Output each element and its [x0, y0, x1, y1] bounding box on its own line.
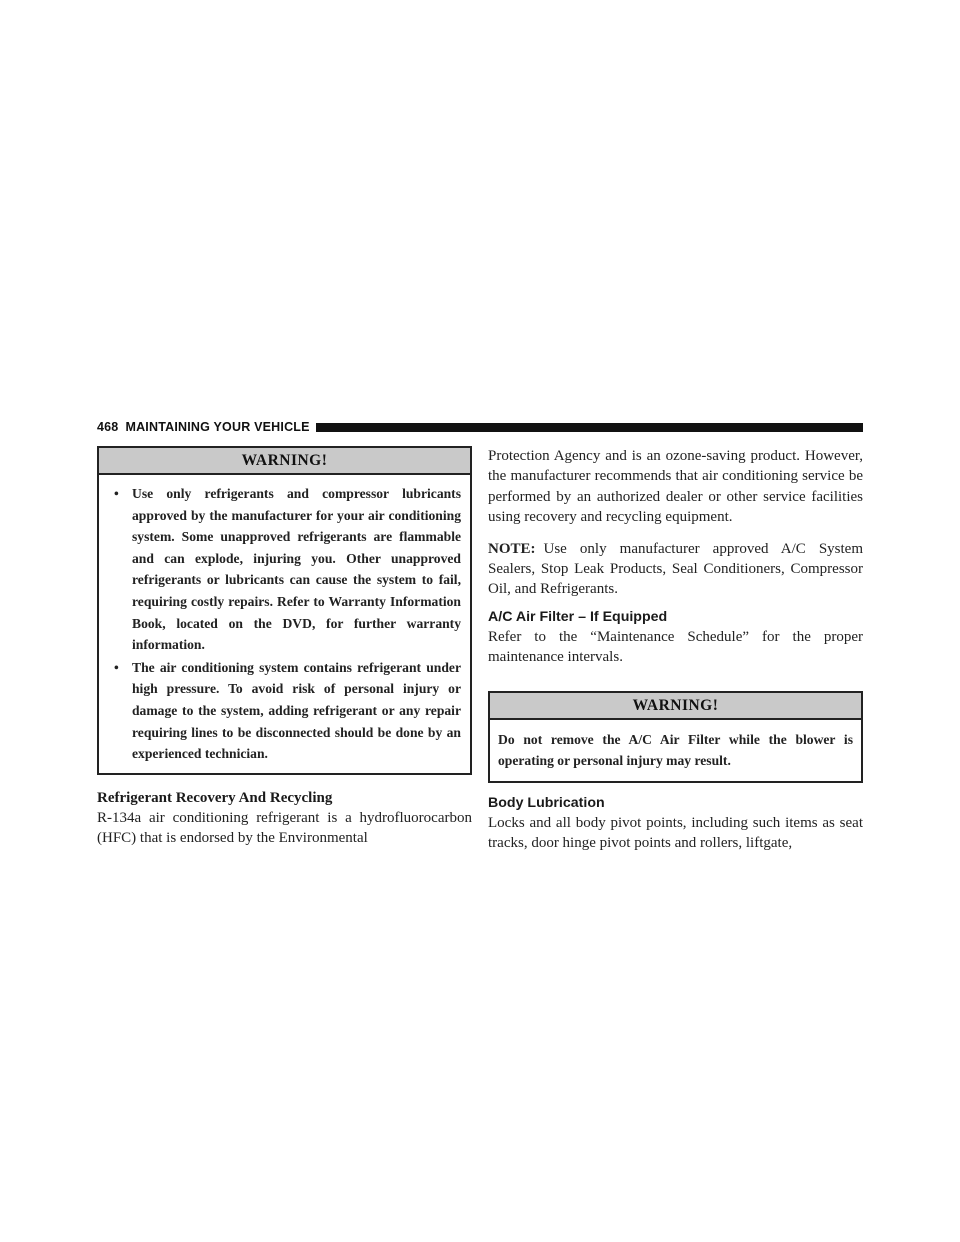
- warning-item-text: The air conditioning system contains refrigerant under high pressure. To avoid risk of personal injury or damage to the system, adding refrigerant or any repair requiring lines to be disconnected should be done by an experienced technician.: [132, 659, 461, 762]
- warning-item-text: Use only refrigerants and compressor lubricants approved by the manufacturer for your air conditioning system. Some unapproved refrigerants are flammable and can explode, injuring you. Other unapproved refrigerants or lubricants can cause the system to fail, requiring costly repairs. Refer to Warranty Information Book, located on the DVD, for further warranty information.: [132, 486, 461, 653]
- warning-body: [490, 720, 861, 781]
- left-column: [97, 446, 472, 849]
- filter-warning-box: [488, 691, 863, 783]
- note-paragraph: [488, 539, 863, 600]
- bullet-icon: •: [114, 659, 119, 675]
- lubrication-heading: Body Lubrication: [488, 794, 605, 811]
- page-number: 468: [97, 420, 119, 434]
- lubrication-paragraph: Locks and all body pivot points, including such items as seat tracks, door hinge pivot points and rollers, liftgate,: [488, 814, 863, 852]
- warning-text: Do not remove the A/C Air Filter while the blower is operating or personal injury may result.: [498, 731, 853, 769]
- bullet-icon: •: [114, 486, 119, 501]
- warning-body: [99, 475, 470, 773]
- recovery-paragraph-continued: Protection Agency and is an ozone-saving product. However, the manufacturer recommends that air conditioning service be performed by an authorized dealer or other service facilities using recovery and recycling equipment.: [488, 448, 863, 526]
- warning-title: WARNING!: [99, 448, 470, 475]
- note-text: Use only manufacturer approved A/C System Sealers, Stop Leak Products, Seal Conditioners, Compressor Oil, and Refrigerants.: [488, 540, 863, 598]
- warning-title: WARNING!: [490, 693, 861, 720]
- recovery-heading: Refrigerant Recovery And Recycling: [97, 789, 333, 806]
- warning-item: [108, 483, 461, 656]
- right-column: [488, 446, 863, 854]
- filter-paragraph: Refer to the “Maintenance Schedule” for the proper maintenance intervals.: [488, 628, 863, 666]
- recovery-paragraph: R-134a air conditioning refrigerant is a hydrofluorocarbon (HFC) that is endorsed by the Environmental: [97, 809, 472, 847]
- warning-item: [108, 657, 461, 765]
- note-label: NOTE:: [488, 540, 536, 557]
- filter-heading: A/C Air Filter – If Equipped: [488, 608, 668, 625]
- refrigerant-warning-box: [97, 446, 472, 775]
- header-rule: [316, 423, 863, 432]
- page-header: [97, 418, 863, 436]
- section-title: MAINTAINING YOUR VEHICLE: [125, 420, 310, 434]
- warning-list: [108, 483, 461, 765]
